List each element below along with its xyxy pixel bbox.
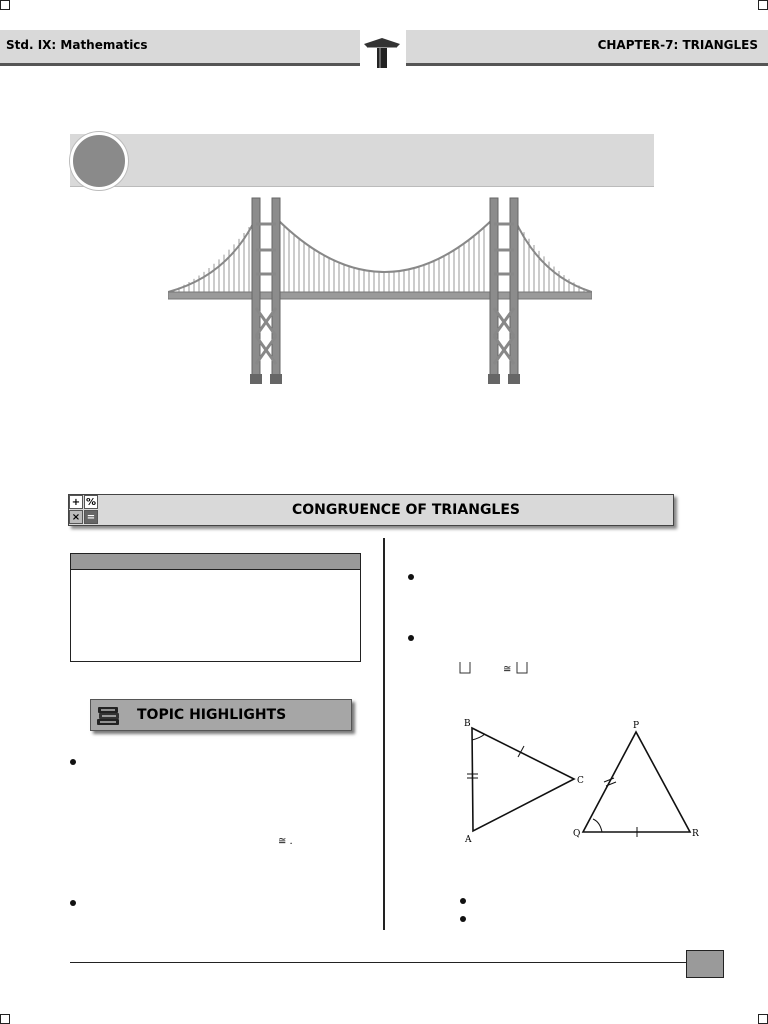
suspension-bridge-icon: [168, 196, 592, 388]
section-title: CONGRUENCE OF TRIANGLES: [291, 502, 520, 518]
vertex-label-q: Q: [573, 829, 581, 839]
list-bullet: [70, 759, 76, 765]
list-bullet: [460, 898, 466, 904]
crop-mark-bottom-right: [758, 1014, 768, 1024]
crop-mark-top-right: [758, 0, 768, 10]
crop-mark-top-left: [0, 0, 10, 10]
calculator-icon: [69, 495, 99, 525]
list-bullet: [460, 916, 466, 922]
definition-box: [70, 553, 361, 662]
header-chapter: CHAPTER-7: TRIANGLES: [406, 30, 768, 66]
calc-key-equals: =: [84, 510, 98, 524]
list-bullet: [408, 635, 414, 641]
definition-box-header: [71, 554, 360, 570]
congruence-symbol-right: ≅: [503, 664, 512, 675]
vertex-label-a: A: [465, 835, 472, 845]
chapter-banner: [70, 134, 654, 187]
topic-highlights-box: [90, 699, 352, 731]
vertex-label-b: B: [464, 719, 471, 729]
calc-key-multiply: ×: [69, 510, 83, 524]
list-bullet: [408, 574, 414, 580]
triangle-glyph-box: [516, 661, 528, 675]
list-bullet: [70, 900, 76, 906]
column-divider: [383, 538, 385, 930]
vertex-label-p: P: [633, 721, 640, 731]
publisher-logo-icon: [362, 36, 402, 70]
crop-mark-bottom-left: [0, 1014, 10, 1024]
triangle-glyph-box: [459, 661, 471, 675]
books-icon: [95, 703, 121, 727]
vertex-label-r: R: [692, 829, 699, 839]
header-subject: Std. IX: Mathematics: [0, 30, 360, 66]
page-number-box: [686, 950, 724, 978]
footer-rule: [70, 962, 688, 963]
topic-highlights-title: TOPIC HIGHLIGHTS: [137, 707, 287, 723]
section-heading-bar: [68, 494, 674, 526]
vertex-label-c: C: [577, 776, 584, 786]
congruent-triangles-figure: [456, 716, 706, 850]
calc-key-plus: +: [69, 495, 83, 509]
congruence-symbol: ≅ .: [278, 836, 293, 847]
chapter-number-circle: [70, 132, 128, 190]
calc-key-percent: %: [85, 497, 97, 508]
